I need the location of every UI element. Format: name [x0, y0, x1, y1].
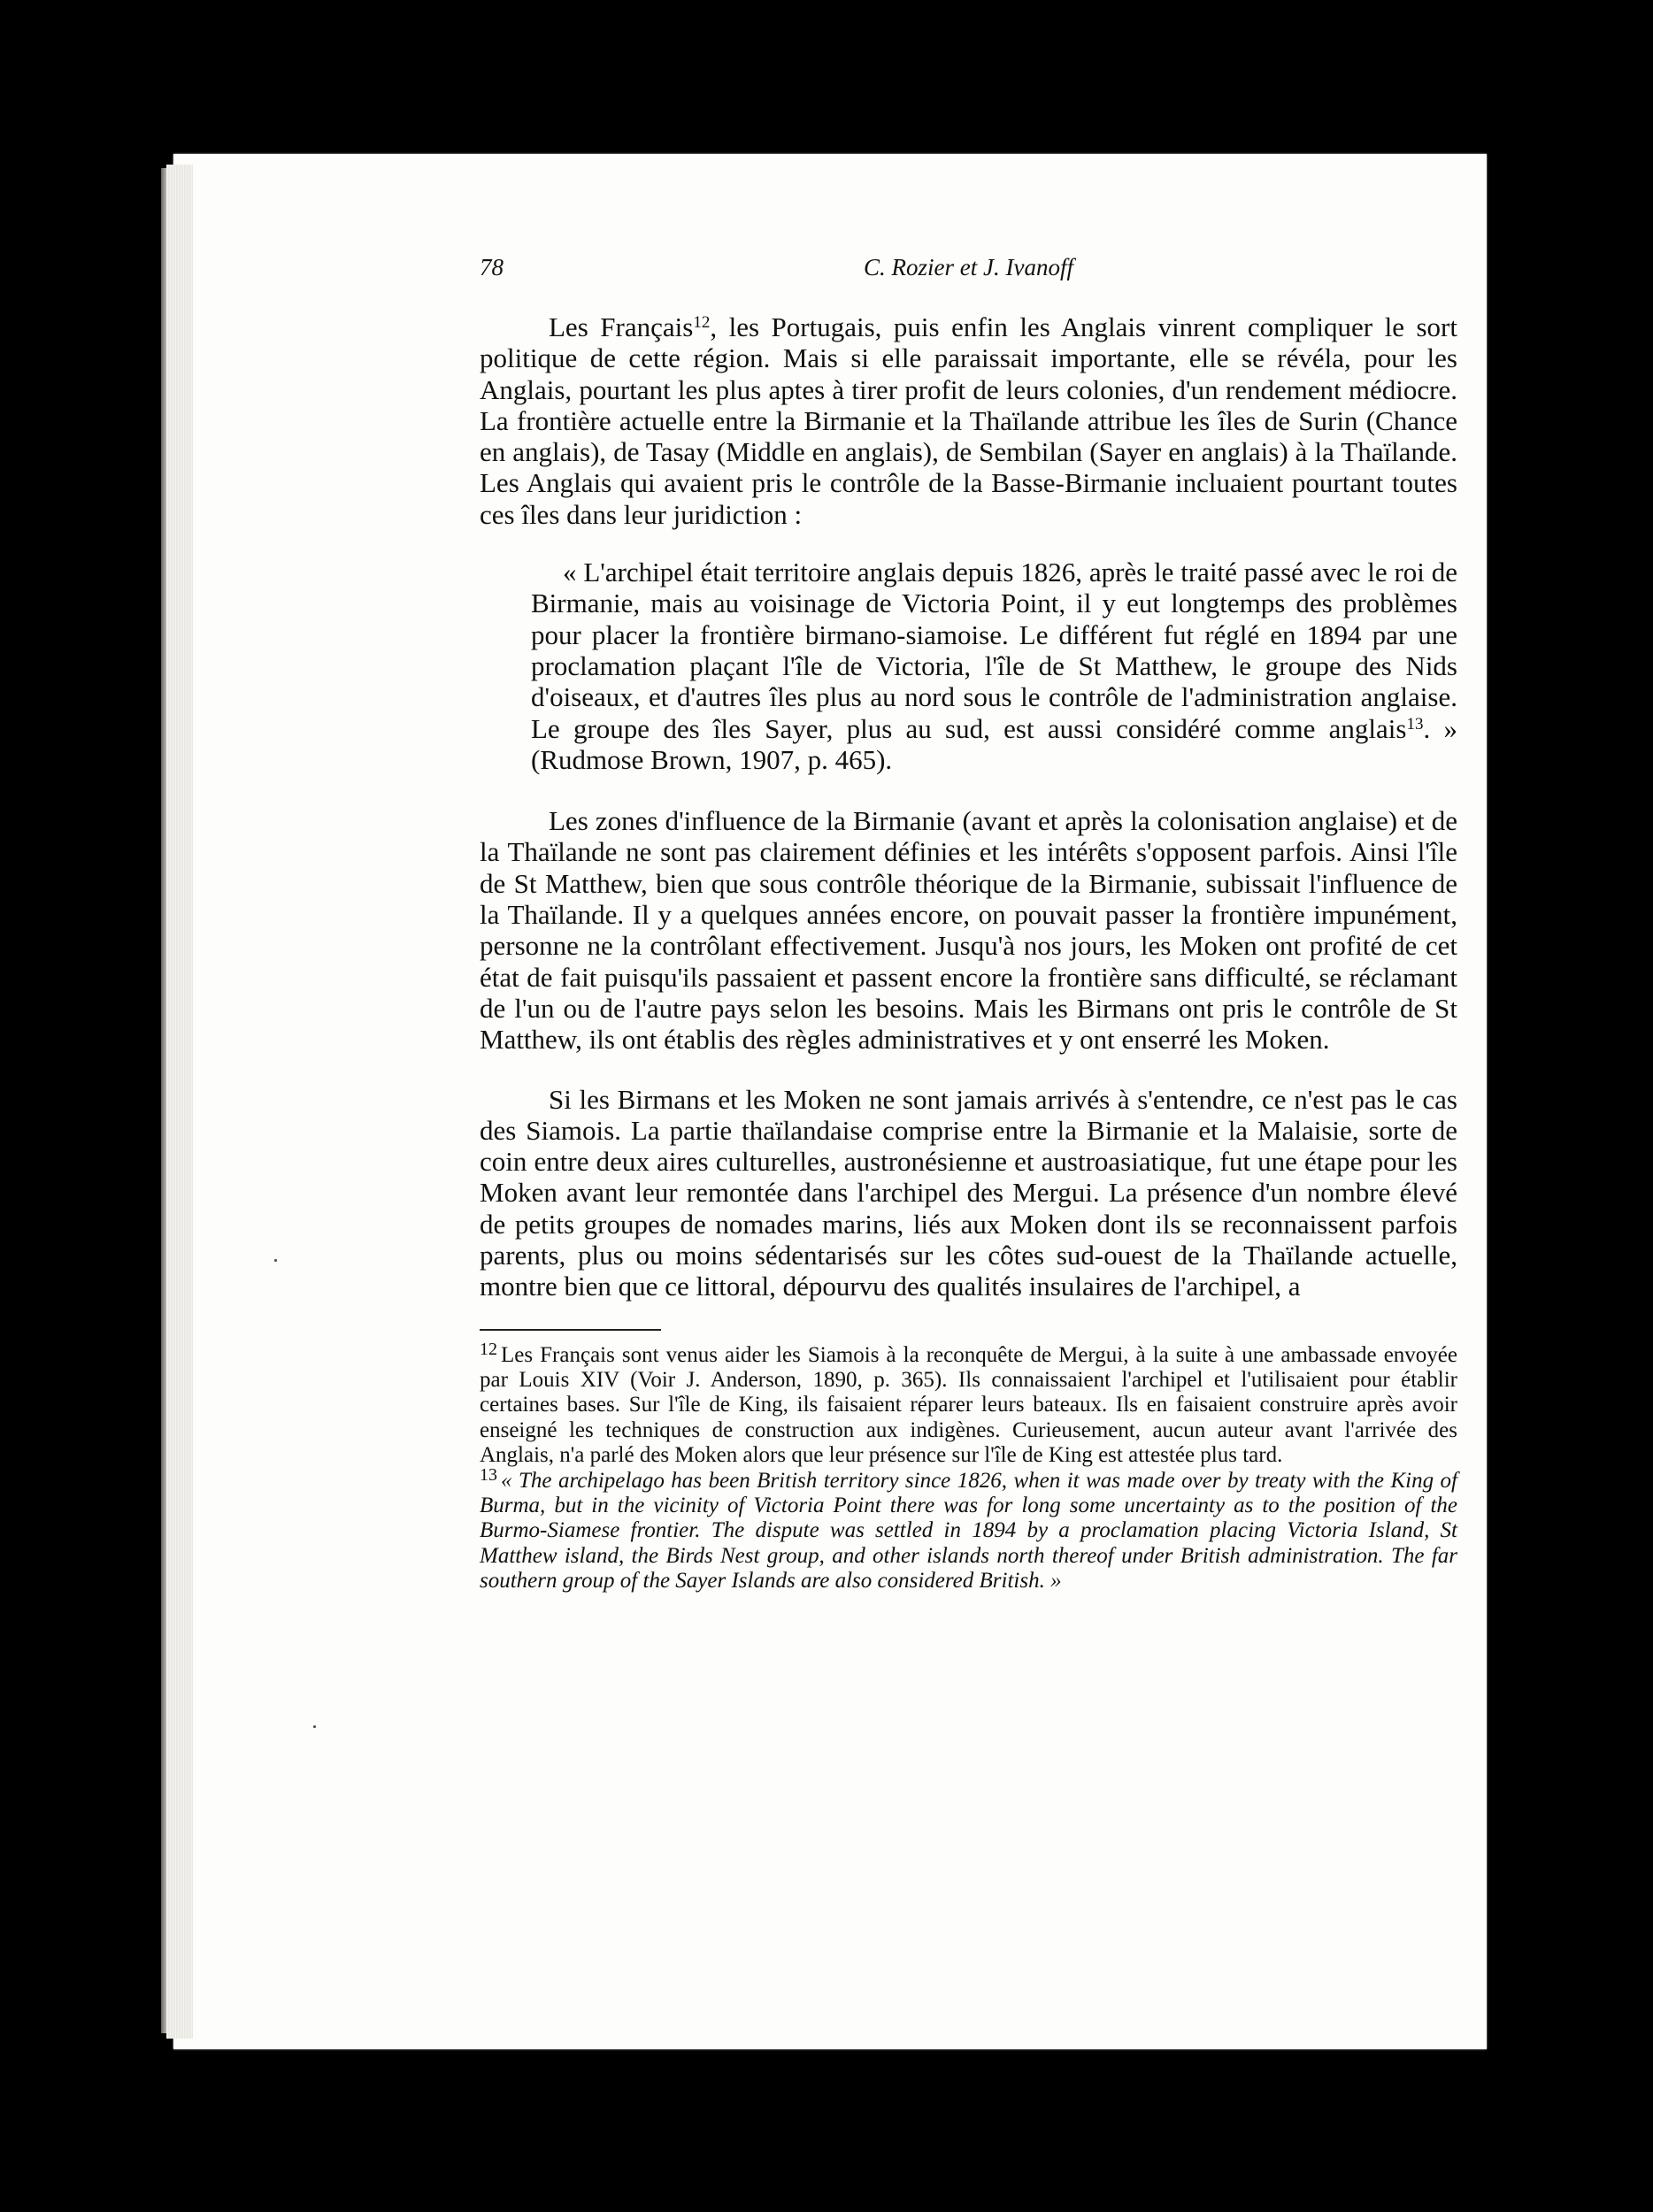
footnote-ref-12: 12: [693, 313, 711, 332]
footnote-13-text: « The archipelago has been British territory since 1826, when it was made over by treaty with the King of Burma, but in the vicinity of Victoria Point there was for long some uncertainty as to the position of the Burmo-Siamese frontier. The dispute was settled in 1894 by a proclamation placing Victoria Island, St Matthew island, the Birds Nest group, and other islands north thereof under British administration. The far southern group of the Sayer Islands are also considered British. »: [480, 1468, 1457, 1594]
paragraph-1-rest: , les Portugais, puis enfin les Anglais vinrent compliquer le sort politique de cette région. Mais si elle paraissait importante, elle se révéla, pour les Anglais, pourtant les plus aptes à tirer profit de leurs colonies, d'un rendement médiocre. La frontière actuelle entre la Birmanie et la Thaïlande attribue les îles de Surin (Chance en anglais), de Tasay (Middle en anglais), de Sembilan (Sayer en anglais) à la Thaïlande. Les Anglais qui avaient pris le contrôle de la Basse-Birmanie incluaient pourtant toutes ces îles dans leur juridiction :: [480, 311, 1457, 530]
footnote-12-text: Les Français sont venus aider les Siamois à la reconquête de Mergui, à la suite à une ambassade envoyée par Louis XIV (Voir J. Anderson, 1890, p. 365). Ils connaissaient l'archipel et l'utilisaient pour établir certaines bases. Sur l'île de King, ils faisaient réparer leurs bateaux. Ils en faisaient construire après avoir enseigné les techniques de construction aux indigènes. Curieusement, aucun auteur avant l'arrivée des Anglais, n'a parlé des Moken alors que leur présence sur l'île de King est attestée plus tard.: [480, 1342, 1457, 1468]
footnote-12: [480, 1339, 1457, 1469]
page-stack-edge: [166, 165, 193, 2039]
footnote-13: [480, 1464, 1457, 1594]
page-text-block: [480, 250, 1457, 1594]
scan-speck: [274, 1259, 277, 1262]
paragraph-1-start: Les Français: [549, 311, 694, 342]
footnote-13-number: 13: [480, 1464, 497, 1485]
block-quote-start: « L'archipel était territoire anglais depuis 1826, après le traité passé avec le roi de Birmanie, mais au voisinage de Victoria Point, il y eut longtemps des problèmes pour placer la frontière birmano-siamoise. Le différent fut réglé en 1894 par une proclamation plaçant l'île de Victoria, l'île de St Matthew, le groupe des Nids d'oiseaux, et d'autres îles plus au nord sous le contrôle de l'administration anglaise. Le groupe des îles Sayer, plus au sud, est aussi considéré comme anglais: [531, 557, 1457, 744]
paragraph-3: Si les Birmans et les Moken ne sont jamais arrivés à s'entendre, ce n'est pas le cas des Siamois. La partie thaïlandaise comprise entre la Birmanie et la Malaisie, sorte de coin entre deux aires culturelles, austronésienne et austroasiatique, fut une étape pour les Moken avant leur remontée dans l'archipel des Mergui. La présence d'un nombre élevé de petits groupes de nomades marins, liés aux Moken dont ils se reconnaissent parfois parents, plus ou moins sédentarisés sur les côtes sud-ouest de la Thaïlande actuelle, montre bien que ce littoral, dépourvu des qualités insulaires de l'archipel, a: [480, 1083, 1457, 1302]
footnote-12-number: 12: [480, 1339, 497, 1359]
running-header-authors: C. Rozier et J. Ivanoff: [864, 254, 1073, 280]
footnotes: [480, 1339, 1457, 1594]
footnote-divider: [480, 1329, 661, 1331]
page-number: 78: [480, 254, 504, 280]
footnote-ref-13: 13: [1406, 714, 1424, 733]
block-quote-rest: . » (Rudmose Brown, 1907, p. 465).: [531, 712, 1458, 775]
paragraph-2: Les zones d'influence de la Birmanie (avant et après la colonisation anglaise) et de la Thaïlande ne sont pas clairement définies et les intérêts s'opposent parfois. Ainsi l'île de St Matthew, bien que sous contrôle théorique de la Birmanie, subissait l'influence de la Thaïlande. Il y a quelques années encore, on pouvait passer la frontière impunément, personne ne la contrôlant effectivement. Jusqu'à nos jours, les Moken ont profité de cet état de fait puisqu'ils passaient et passent encore la frontière sans difficulté, se réclamant de l'un ou de l'autre pays selon les besoins. Mais les Birmans ont pris le contrôle de St Matthew, ils ont établis des règles administratives et y ont enserré les Moken.: [480, 805, 1457, 1056]
block-quote: [531, 557, 1457, 775]
paragraph-1: [480, 311, 1457, 530]
running-header: [480, 250, 1457, 285]
scan-speck: [313, 1725, 316, 1728]
